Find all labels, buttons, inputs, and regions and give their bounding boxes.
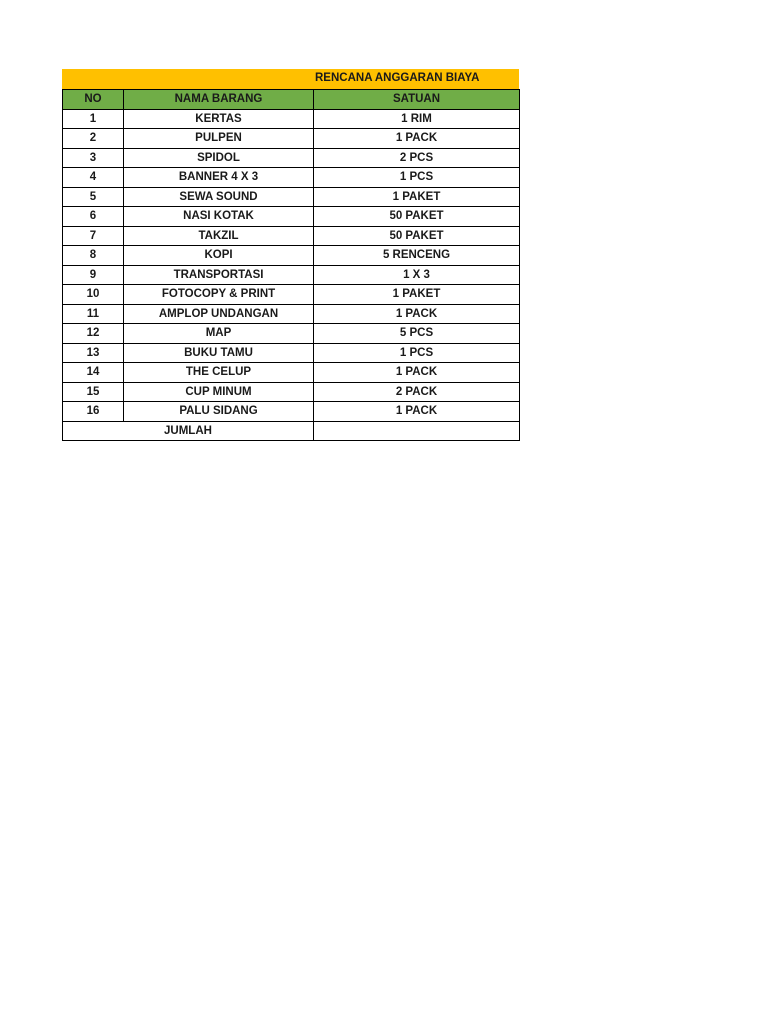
- cell-no: 6: [63, 207, 124, 227]
- cell-nama-barang: TAKZIL: [124, 226, 314, 246]
- cell-no: 8: [63, 246, 124, 266]
- cell-satuan: 1 X 3: [314, 265, 520, 285]
- cell-no: 7: [63, 226, 124, 246]
- cell-no: 9: [63, 265, 124, 285]
- cell-no: 14: [63, 363, 124, 383]
- cell-no: 10: [63, 285, 124, 305]
- table-row: [63, 246, 520, 266]
- cell-no: 4: [63, 168, 124, 188]
- cell-nama-barang: SPIDOL: [124, 148, 314, 168]
- cell-no: 1: [63, 109, 124, 129]
- cell-nama-barang: AMPLOP UNDANGAN: [124, 304, 314, 324]
- cell-satuan: 2 PACK: [314, 382, 520, 402]
- cell-satuan: 2 PCS: [314, 148, 520, 168]
- cell-satuan: 50 PAKET: [314, 207, 520, 227]
- cell-no: 13: [63, 343, 124, 363]
- column-header-satuan: SATUAN: [314, 90, 520, 110]
- cell-satuan: 1 PAKET: [314, 285, 520, 305]
- cell-satuan: 50 PAKET: [314, 226, 520, 246]
- table-row: [63, 109, 520, 129]
- title-bar: [62, 69, 519, 89]
- cell-no: 12: [63, 324, 124, 344]
- table-row: [63, 148, 520, 168]
- cell-nama-barang: PULPEN: [124, 129, 314, 149]
- table-row: [63, 324, 520, 344]
- total-value: [314, 421, 520, 441]
- cell-nama-barang: NASI KOTAK: [124, 207, 314, 227]
- header-row: [63, 90, 520, 110]
- cell-satuan: 5 PCS: [314, 324, 520, 344]
- table-row: [63, 382, 520, 402]
- cell-no: 3: [63, 148, 124, 168]
- cell-nama-barang: SEWA SOUND: [124, 187, 314, 207]
- table-row: [63, 207, 520, 227]
- cell-nama-barang: KOPI: [124, 246, 314, 266]
- table-row: [63, 343, 520, 363]
- cell-no: 2: [63, 129, 124, 149]
- table-row: [63, 168, 520, 188]
- table-body: [63, 109, 520, 421]
- cell-no: 11: [63, 304, 124, 324]
- sheet-title: RENCANA ANGGARAN BIAYA: [315, 72, 480, 84]
- table-row: [63, 129, 520, 149]
- cell-satuan: 1 PCS: [314, 168, 520, 188]
- table-row: [63, 187, 520, 207]
- cell-nama-barang: MAP: [124, 324, 314, 344]
- table-row: [63, 265, 520, 285]
- column-header-no: NO: [63, 90, 124, 110]
- cell-satuan: 1 PAKET: [314, 187, 520, 207]
- cell-no: 15: [63, 382, 124, 402]
- cell-no: 16: [63, 402, 124, 422]
- cell-no: 5: [63, 187, 124, 207]
- total-label: JUMLAH: [63, 421, 314, 441]
- total-row: [63, 421, 520, 441]
- cell-satuan: 1 PACK: [314, 363, 520, 383]
- cell-satuan: 1 RIM: [314, 109, 520, 129]
- cell-satuan: 1 PACK: [314, 402, 520, 422]
- cell-satuan: 5 RENCENG: [314, 246, 520, 266]
- column-header-nama-barang: NAMA BARANG: [124, 90, 314, 110]
- cell-nama-barang: BUKU TAMU: [124, 343, 314, 363]
- cell-nama-barang: THE CELUP: [124, 363, 314, 383]
- table-row: [63, 363, 520, 383]
- table-row: [63, 402, 520, 422]
- table-row: [63, 304, 520, 324]
- table-row: [63, 226, 520, 246]
- cell-satuan: 1 PCS: [314, 343, 520, 363]
- cell-nama-barang: BANNER 4 X 3: [124, 168, 314, 188]
- table-row: [63, 285, 520, 305]
- budget-table: [62, 89, 520, 441]
- cell-nama-barang: CUP MINUM: [124, 382, 314, 402]
- cell-nama-barang: KERTAS: [124, 109, 314, 129]
- cell-satuan: 1 PACK: [314, 129, 520, 149]
- cell-nama-barang: FOTOCOPY & PRINT: [124, 285, 314, 305]
- cell-satuan: 1 PACK: [314, 304, 520, 324]
- cell-nama-barang: PALU SIDANG: [124, 402, 314, 422]
- budget-sheet: [62, 69, 519, 441]
- cell-nama-barang: TRANSPORTASI: [124, 265, 314, 285]
